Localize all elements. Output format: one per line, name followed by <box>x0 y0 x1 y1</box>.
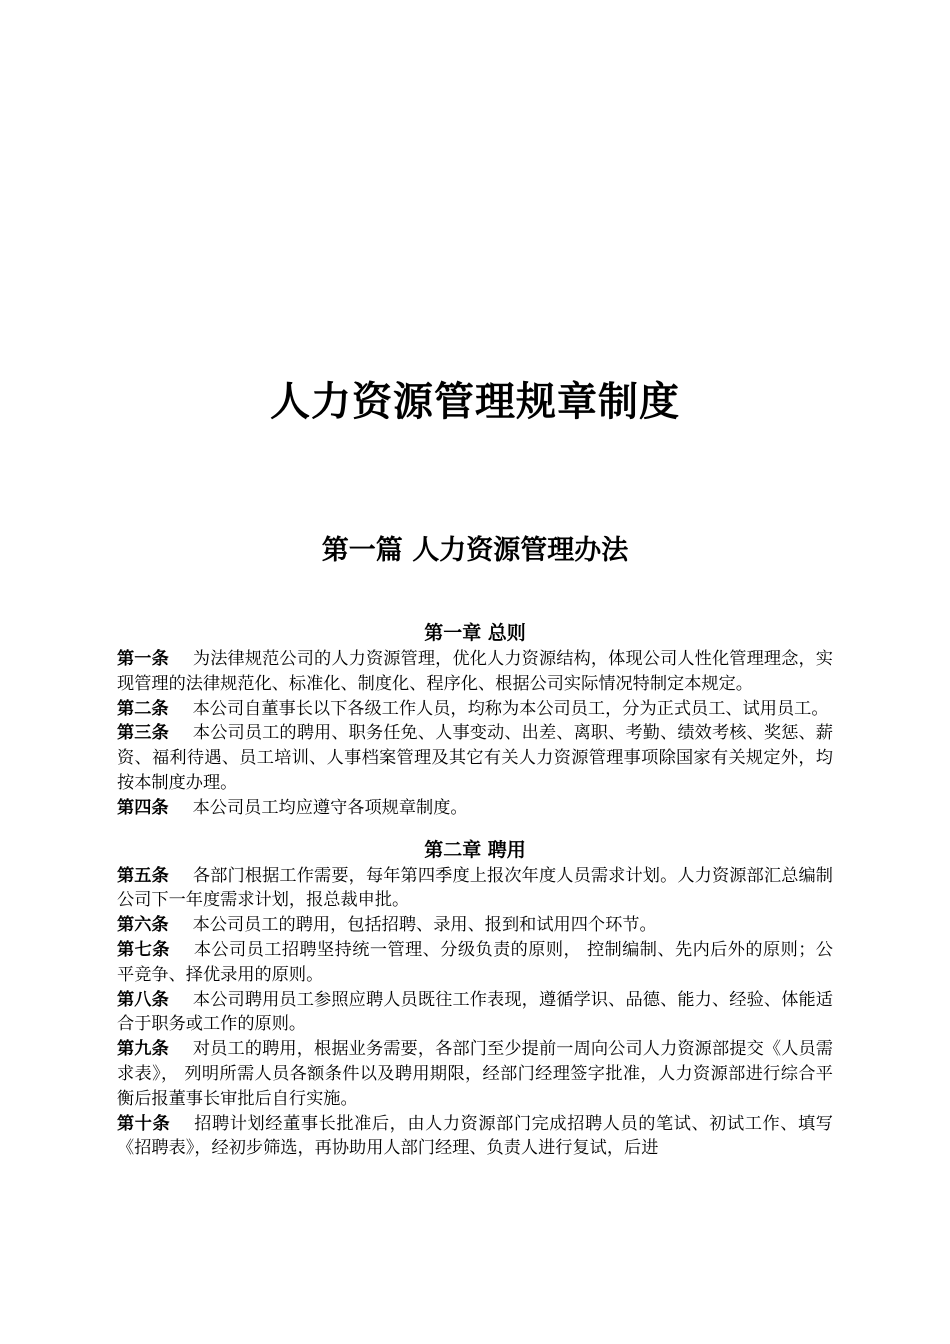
article <box>117 1112 833 1162</box>
article <box>117 697 833 722</box>
article-text: 本公司自董事长以下各级工作人员，均称为本公司员工，分为正式员工、试用员工。 <box>192 698 829 719</box>
article-text: 本公司员工均应遵守各项规章制度。 <box>192 797 468 818</box>
article-text: 本公司员工的聘用，包括招聘、录用、报到和试用四个环节。 <box>192 915 657 936</box>
article <box>117 647 833 697</box>
article-text: 本公司员工的聘用、职务任免、人事变动、出差、离职、考勤、绩效考核、奖惩、薪资、福利待遇、员工培训、人事档案管理及其它有关人力资源管理事项除国家有关规定外，均按本制度办理。 <box>117 723 833 793</box>
article-text: 对员工的聘用，根据业务需要，各部门至少提前一周向公司人力资源部提交《人员需求表》， 列明所需人员各额条件以及聘用期限，经部门经理签字批准，人力资源部进行综合平衡后报董事长审批后自行实施。 <box>117 1039 833 1109</box>
article <box>117 796 833 821</box>
article-label: 第十条 <box>117 1113 171 1134</box>
article <box>117 938 833 988</box>
article-label: 第二条 <box>117 698 169 719</box>
article-text: 本公司员工招聘坚持统一管理、分级负责的原则， 控制编制、先内后外的原则；公平竞争、择优录用的原则。 <box>117 939 833 985</box>
article <box>117 864 833 914</box>
article-label: 第四条 <box>117 797 169 818</box>
article <box>117 721 833 795</box>
chapter-title: 第二章 聘用 <box>424 838 526 861</box>
article-text: 为法律规范公司的人力资源管理，优化人力资源结构，体现公司人性化管理理念，实现管理的法律规范化、标准化、制度化、程序化、根据公司实际情况特制定本规定。 <box>117 649 833 694</box>
article-text: 招聘计划经董事长批准后，由人力资源部门完成招聘人员的笔试、初试工作、填写《招聘表》，经初步筛选，再协助用人部门经理、负责人进行复试，后进 <box>117 1113 833 1159</box>
part-title: 第一篇 人力资源管理办法 <box>321 535 629 566</box>
article-label: 第六条 <box>117 915 169 936</box>
article <box>117 1037 833 1111</box>
article-text: 本公司聘用员工参照应聘人员既往工作表现，遵循学识、品德、能力、经验、体能适合于职务或工作的原则。 <box>117 989 833 1035</box>
article-label: 第一条 <box>117 649 169 669</box>
article-label: 第三条 <box>117 723 169 744</box>
article-label: 第八条 <box>117 989 169 1010</box>
chapter-title: 第一章 总则 <box>424 622 526 644</box>
document-body <box>117 620 833 1161</box>
article-label: 第五条 <box>117 865 169 886</box>
article <box>117 913 833 938</box>
article-text: 各部门根据工作需要，每年第四季度上报次年度人员需求计划。人力资源部汇总编制公司下一年度需求计划，报总裁申批。 <box>117 865 833 911</box>
document-title: 人力资源管理规章制度 <box>270 379 680 425</box>
article-label: 第九条 <box>117 1039 169 1060</box>
article <box>117 988 833 1038</box>
article-label: 第七条 <box>117 939 170 960</box>
